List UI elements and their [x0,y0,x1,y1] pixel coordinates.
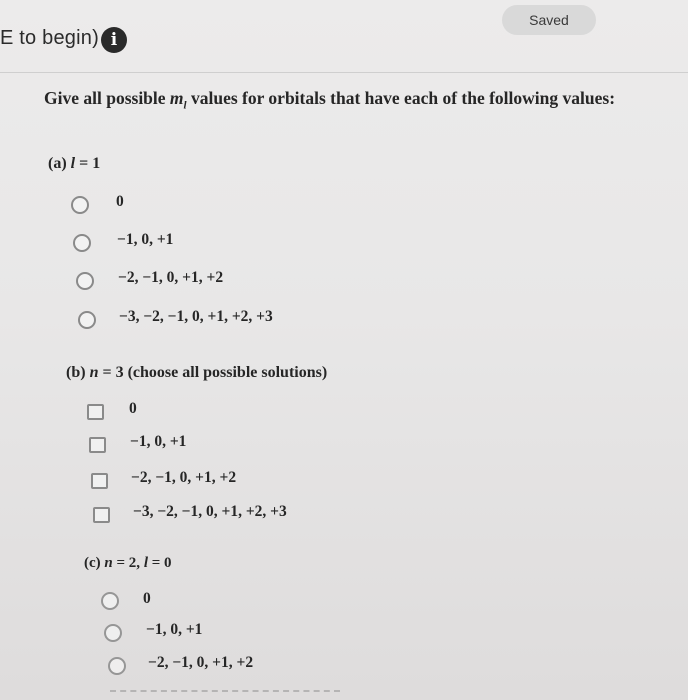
part-b-option-4-label: −3, −2, −1, 0, +1, +2, +3 [133,503,287,520]
part-a-option-2-radio[interactable] [73,234,91,252]
part-b-option-3-label: −2, −1, 0, +1, +2 [131,469,237,486]
saved-status-badge: Saved [502,5,596,35]
part-b-variable: n [89,364,99,381]
part-c-option-2-label: −1, 0, +1 [146,621,203,638]
part-b-letter: (b) [66,364,90,381]
part-a-option-4-label: −3, −2, −1, 0, +1, +2, +3 [119,308,273,325]
part-a-option-3-radio[interactable] [76,272,94,290]
part-a-option-3-label: −2, −1, 0, +1, +2 [118,269,224,286]
part-a-option-1-label: 0 [116,193,124,210]
part-a-letter: (a) [48,155,71,172]
part-b-option-1-label: 0 [129,400,137,417]
part-b-condition: = 3 (choose all possible solutions) [98,364,328,381]
question-suffix: values for orbitals that have each of the following values: [186,88,616,108]
part-b-option-1-checkbox[interactable] [87,404,104,420]
question-prefix: Give all possible [44,88,170,108]
part-a-option-4-radio[interactable] [78,311,96,329]
part-b-option-2-checkbox[interactable] [89,437,106,453]
part-a-condition: = 1 [75,155,101,172]
part-a-variable: l [70,155,76,172]
part-c-variable-n: n [104,555,113,571]
question-prompt [44,88,615,112]
part-c-option-2-radio[interactable] [104,624,122,642]
question-variable: m [169,88,184,108]
question-subscript: l [183,99,187,112]
part-c-option-1-radio[interactable] [101,592,119,610]
part-c-option-3-radio[interactable] [108,657,126,675]
part-c-condition-l: = 0 [147,555,172,571]
part-c-letter: (c) [84,555,105,571]
info-icon[interactable]: i [101,27,127,53]
part-c-option-1-label: 0 [143,590,151,607]
part-c-option-3-label: −2, −1, 0, +1, +2 [148,654,254,671]
part-a-label [48,155,100,173]
part-b-option-4-checkbox[interactable] [93,507,110,523]
part-b-label [66,364,327,382]
cutoff-divider [110,690,340,692]
part-b-option-2-label: −1, 0, +1 [130,433,187,450]
part-b-option-3-checkbox[interactable] [91,473,108,489]
top-bar [0,0,688,73]
part-c-variable-l: l [143,555,148,571]
part-c-label [84,555,172,572]
part-a-option-1-radio[interactable] [71,196,89,214]
part-c-condition-n: = 2, [112,555,144,571]
start-hint-text: E to begin) [0,27,99,49]
part-a-option-2-label: −1, 0, +1 [117,231,174,248]
